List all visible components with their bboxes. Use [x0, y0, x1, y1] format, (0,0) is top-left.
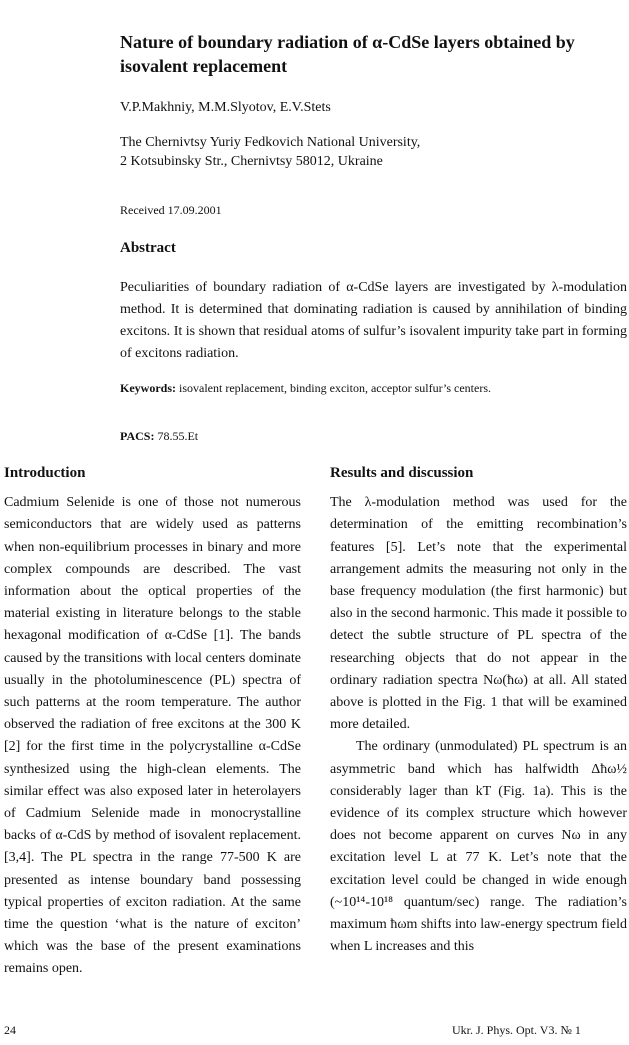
page-number: 24 — [4, 1023, 16, 1037]
abstract-heading: Abstract — [120, 240, 176, 256]
journal-reference: Ukr. J. Phys. Opt. V3. № 1 — [452, 1023, 581, 1037]
results-paragraph-2: The ordinary (unmodulated) PL spectrum is an asymmetric band which has halfwidth Δħω½ considerably lager than kT (Fig. 1a). This is the evidence of its complex structure which however does not become apparent on curves Nω in any excitation level L at 77 K. Let’s note that the excitation level could be changed in wide enough (~10¹⁴-10¹⁸ quantum/sec) range. The radiation’s maximum ħωm shifts into law-energy spectrum field when L increases and this — [330, 739, 627, 955]
pacs-text: 78.55.Et — [154, 429, 199, 443]
results-heading: Results and discussion — [330, 465, 474, 481]
results-paragraph-1: The λ-modulation method was used for the determination of the emitting recombination’s features [5]. Let’s note that the experimental arrangement admits the measuring not only in the base frequency modulation (the first harmonic) but also in the second harmonic. This made it possible to detect the subtle structure of PL spectra of the researching objects that do not appear in the ordinary radiation spectra Nω(ħω) at all. All stated above is plotted in the Fig. 1 that will be examined more detailed. — [330, 495, 627, 733]
affiliation-line-1: The Chernivtsy Yuriy Fedkovich National University, — [120, 135, 421, 150]
results-column — [330, 462, 627, 958]
introduction-heading: Introduction — [4, 465, 86, 481]
keywords — [120, 381, 620, 396]
pacs-label: PACS: — [120, 429, 155, 443]
introduction-column — [4, 462, 301, 981]
abstract-text: Peculiarities of boundary radiation of α-CdSe layers are investigated by λ-modulation method. It is determined that dominating radiation is caused by annihilation of binding excitons. It is shown that residual atoms of sulfur’s isovalent impurity take part in forming of excitons radiation. — [120, 280, 627, 361]
received-date: Received 17.09.2001 — [120, 203, 222, 217]
authors: V.P.Makhniy, M.M.Slyotov, E.V.Stets — [120, 100, 331, 115]
pacs — [120, 429, 198, 444]
keywords-text: isovalent replacement, binding exciton, acceptor sulfur’s centers. — [176, 381, 491, 395]
paper-title: Nature of boundary radiation of α-CdSe layers obtained by isovalent replacement — [120, 32, 575, 76]
affiliation — [120, 133, 600, 171]
affiliation-line-2: 2 Kotsubinsky Str., Chernivtsy 58012, Ukraine — [120, 154, 383, 169]
introduction-text: Cadmium Selenide is one of those not numerous semiconductors that are widely used as patterns when non-equilibrium processes in binary and more complex compounds are described. The vast information about the optical properties of the material existing in literature belongs to the stable hexagonal modification of α-CdSe [1]. The bands caused by the transitions with local centers dominate usually in the photoluminescence (PL) spectra of such patterns at the room temperature. The author observed the radiation of free excitons at the 300 K [2] for the first time in the polycrystalline α-CdSe synthesized using the high-clean elements. The similar effect was also exposed later in heterolayers of Cadmium Selenide made in monocrystalline backs of α-CdS by method of isovalent replacement. [3,4]. The PL spectra in the range 77-500 K are presented as intense boundary band possessing typical properties of exciton radiation. At the same time the question ‘what is the nature of exciton’ which was the base of the present examinations remains open. — [4, 495, 301, 977]
keywords-label: Keywords: — [120, 381, 176, 395]
